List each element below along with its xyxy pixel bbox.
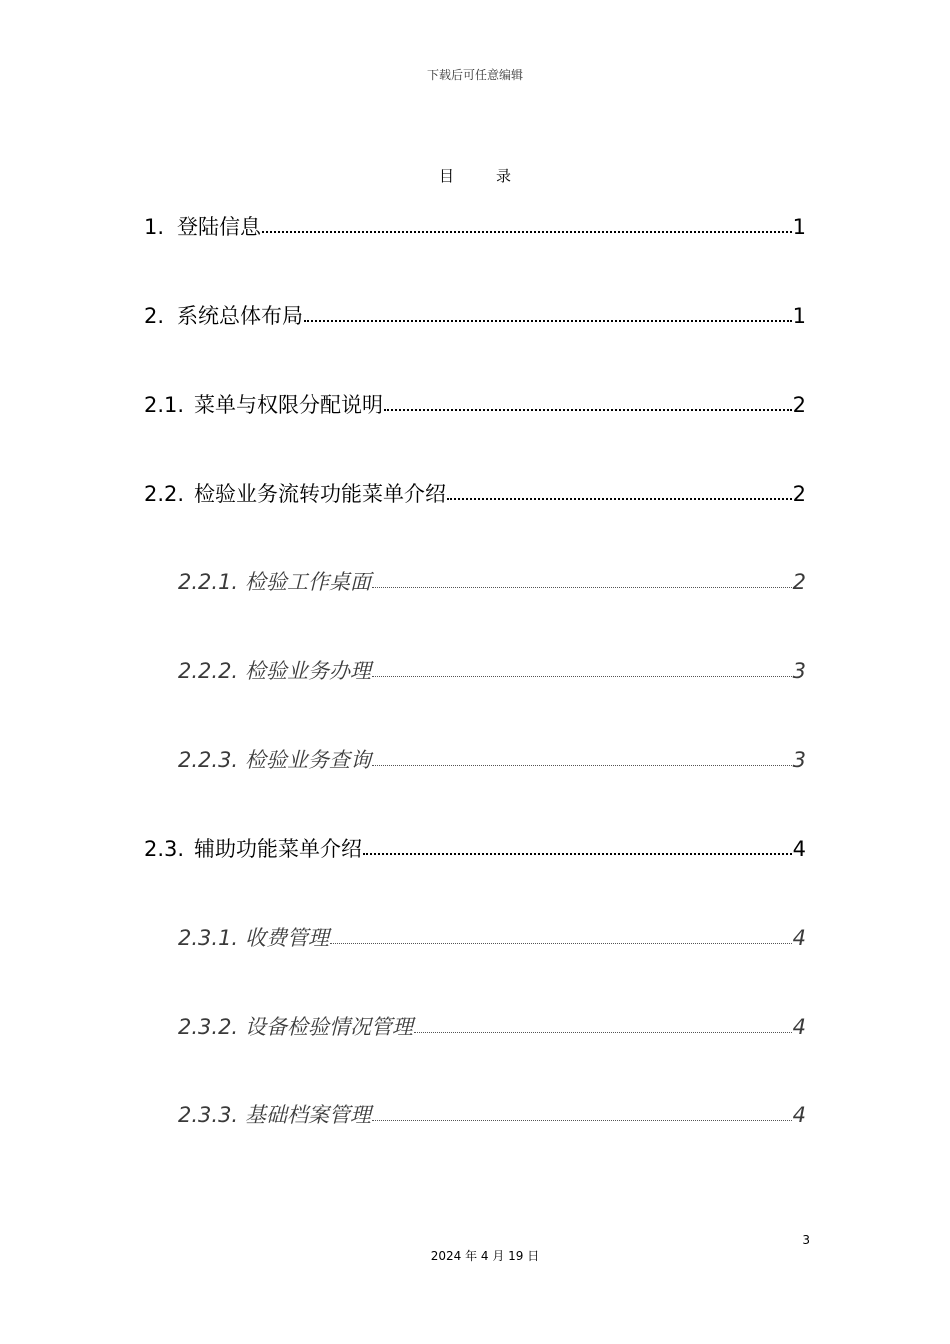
toc-entry-number: 2.1. [144,393,185,417]
toc-entry-label: 检验工作桌面 [245,570,371,594]
header-note: 下载后可任意编辑 [426,68,523,82]
toc-entry-number: 2.3.1. [178,926,239,950]
toc-title-right: 录 [496,167,512,185]
toc-leader-dots [363,835,792,856]
toc-leader-dots [372,1101,792,1122]
toc-leader-dots [372,657,792,678]
toc-entry-page: 4 [792,837,806,861]
toc-entry[interactable] [178,1011,806,1041]
toc-entry-page: 4 [792,926,806,950]
toc-leader-dots [414,1013,792,1034]
toc-entry-label: 基础档案管理 [245,1103,371,1127]
toc-leader-dots [330,924,792,945]
toc-entry-label: 系统总体布局 [177,304,303,328]
toc-title [0,165,950,186]
toc-leader-dots [372,746,792,767]
toc-entry-label: 登陆信息 [177,215,261,239]
toc-entry[interactable] [178,922,806,952]
toc-entry-number: 2. [144,304,165,328]
toc-entry-label: 收费管理 [245,926,329,950]
toc-entry-number: 2.2.1. [178,570,239,594]
toc-entry-page: 4 [792,1103,806,1127]
toc-entry-number: 2.3.3. [178,1103,239,1127]
toc-entry-page: 1 [792,304,806,328]
toc-entry-page: 3 [792,748,806,772]
toc-entry-page: 2 [792,393,806,417]
page-number: 3 [802,1233,810,1247]
toc-entry-page: 3 [792,659,806,683]
toc-entry[interactable] [178,1099,806,1129]
toc-entry-number: 2.3.2. [178,1015,239,1039]
footer-date: 2024 年 4 月 19 日 [430,1249,540,1263]
toc-entry-number: 2.2.3. [178,748,239,772]
toc-entry[interactable] [144,211,806,241]
toc-leader-dots [262,213,792,234]
toc-entry-label: 检验业务查询 [245,748,371,772]
toc-entry[interactable] [178,655,806,685]
toc-title-left: 目 [438,167,454,185]
toc-leader-dots [304,302,792,323]
toc-entry-number: 2.3. [144,837,185,861]
toc-entry[interactable] [144,478,806,508]
toc-entry[interactable] [144,389,806,419]
toc-entry[interactable] [178,744,806,774]
toc-entry-page: 1 [792,215,806,239]
toc-entry[interactable] [144,300,806,330]
toc-entry-number: 1. [144,215,165,239]
toc-entry-page: 2 [792,570,806,594]
toc-leader-dots [384,391,792,412]
toc-entry[interactable] [178,566,806,596]
toc-entry-number: 2.2. [144,482,185,506]
toc-entry-label: 检验业务流转功能菜单介绍 [194,482,446,506]
toc-entry-number: 2.2.2. [178,659,239,683]
toc-entry-label: 辅助功能菜单介绍 [194,837,362,861]
toc-entry-label: 检验业务办理 [245,659,371,683]
toc-entry-page: 2 [792,482,806,506]
toc-leader-dots [372,568,792,589]
toc-entry[interactable] [144,833,806,863]
toc-entry-page: 4 [792,1015,806,1039]
toc-entry-label: 设备检验情况管理 [245,1015,413,1039]
toc-entry-label: 菜单与权限分配说明 [194,393,383,417]
toc-leader-dots [447,480,792,501]
